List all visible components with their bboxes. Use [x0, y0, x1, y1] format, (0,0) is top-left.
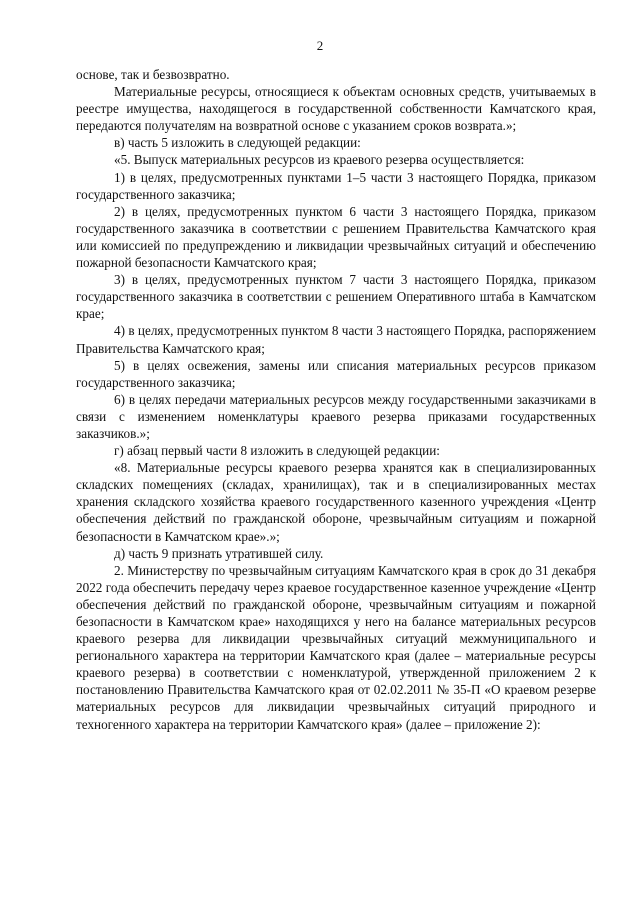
paragraph: «8. Материальные ресурсы краевого резерва хранятся как в специализированных складских помещениях (складах, хранилищах), так и в специализированных местах хранения складского хозяйства краевого государственного казенного учреждения «Центр обеспечения действий по гражданской обороне, чрезвычайным ситуациям и пожарной безопасности в Камчатском крае».»; [76, 460, 596, 544]
paragraph: основе, так и безвозвратно. [76, 67, 230, 82]
paragraph: 2) в целях, предусмотренных пунктом 6 части 3 настоящего Порядка, приказом государственного заказчика в соответствии с решением Правительства Камчатского края или комиссией по предупреждению и ликвидации чрезвычайных ситуаций и обеспечению пожарной безопасности Камчатского края; [76, 203, 596, 271]
paragraph: д) часть 9 признать утратившей силу. [114, 545, 324, 561]
paragraph: Материальные ресурсы, относящиеся к объектам основных средств, учитываемых в реестре имущества, находящегося в государственной собственности Камчатского края, передаются получателям на возвратной основе с указанием сроков возврата.»; [76, 84, 596, 134]
paragraph: «5. Выпуск материальных ресурсов из краевого резерва осуществляется: [114, 152, 525, 168]
paragraph: 1) в целях, предусмотренных пунктами 1–5 части 3 настоящего Порядка, приказом государственного заказчика; [76, 169, 596, 202]
paragraph: 5) в целях освежения, замены или списания материальных ресурсов приказом государственного заказчика; [76, 357, 596, 390]
paragraph: 4) в целях, предусмотренных пунктом 8 части 3 настоящего Порядка, распоряжением Правительства Камчатского края; [76, 323, 596, 356]
paragraph: 6) в целях передачи материальных ресурсов между государственными заказчиками в связи с изменением номенклатуры краевого резерва приказами государственных заказчиков.»; [76, 391, 596, 441]
paragraph: в) часть 5 изложить в следующей редакции: [114, 135, 361, 151]
document-body [76, 66, 596, 733]
paragraph: г) абзац первый части 8 изложить в следующей редакции: [114, 443, 440, 459]
paragraph: 2. Министерству по чрезвычайным ситуациям Камчатского края в срок до 31 декабря 2022 года обеспечить передачу через краевое государственное казенное учреждение «Центр обеспечения действий по гражданской обороне, чрезвычайным ситуациям и пожарной безопасности в Камчатском крае» находящихся у него на балансе материальных ресурсов краевого резерва для ликвидации чрезвычайных ситуаций межмуниципального и регионального характера на территории Камчатского края (далее – материальные ресурсы краевого резерва) в соответствии с номенклатурой, утвержденной приложением 2 к постановлению Правительства Камчатского края от 02.02.2011 № 35-П «О краевом резерве материальных ресурсов для ликвидации чрезвычайных ситуаций природного и техногенного характера на территории Камчатского края» (далее – приложение 2): [76, 562, 596, 732]
paragraph: 3) в целях, предусмотренных пунктом 7 части 3 настоящего Порядка, приказом государственного заказчика в соответствии с решением Оперативного штаба в Камчатском крае; [76, 272, 596, 322]
page-number: 2 [316, 38, 324, 53]
